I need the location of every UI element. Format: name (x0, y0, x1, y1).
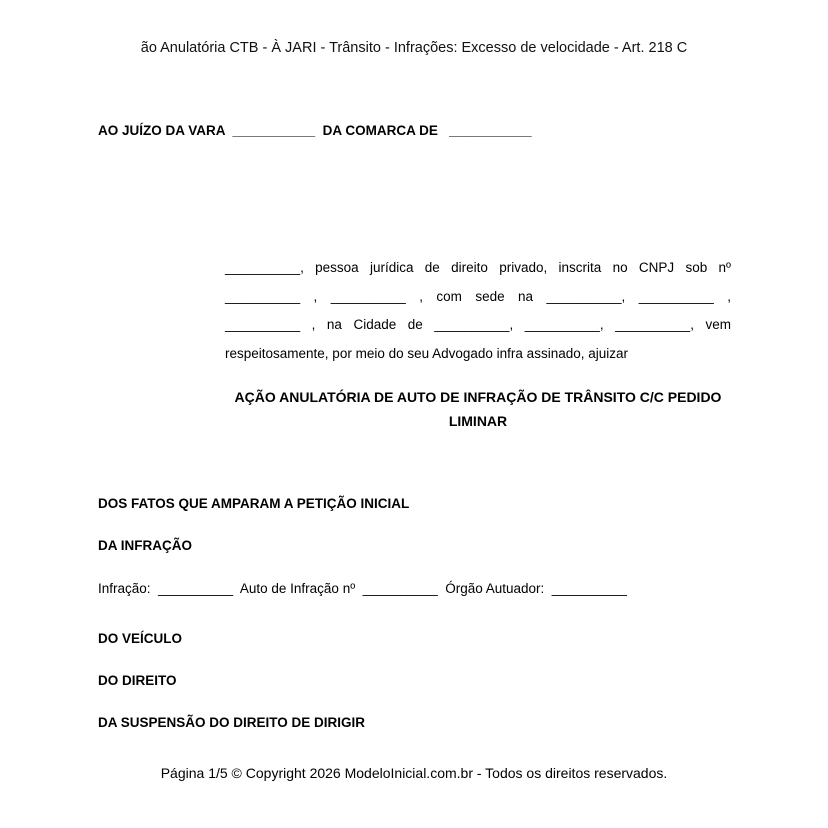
section-heading-do-veiculo: DO VEÍCULO (98, 631, 183, 646)
qualification-line-1: __________, pessoa jurídica de direito privado, inscrita no CNPJ sob nº (225, 260, 731, 275)
document-title-header (91, 38, 737, 58)
page-footer-copyright: Página 1/5 © Copyright 2026 ModeloInicial.com.br - Todos os direitos reservados. (160, 765, 668, 781)
infraction-detail-line: Infração: __________ Auto de Infração nº __________ Órgão Autuador: __________ (98, 581, 627, 596)
qualification-line-3: __________ , na Cidade de __________, __________, __________, vem (225, 317, 731, 332)
qualification-line-4: respeitosamente, por meio do seu Advogado infra assinado, ajuizar (225, 345, 628, 361)
section-heading-da-infracao: DA INFRAÇÃO (98, 538, 192, 553)
document-title-text: ão Anulatória CTB - À JARI - Trânsito - Infrações: Excesso de velocidade - Art. 218 C (140, 40, 688, 56)
qualification-paragraph (225, 254, 731, 368)
section-heading-dos-fatos: DOS FATOS QUE AMPARAM A PETIÇÃO INICIAL (98, 496, 410, 511)
section-heading-da-suspensao: DA SUSPENSÃO DO DIREITO DE DIRIGIR (98, 715, 366, 730)
court-addressing-line: AO JUÍZO DA VARA ___________ DA COMARCA DE ___________ (98, 123, 532, 138)
action-title: AÇÃO ANULATÓRIA DE AUTO DE INFRAÇÃO DE TRÂNSITO C/C PEDIDO LIMINAR (234, 389, 722, 429)
qualification-line-2: __________ , __________ , com sede na __________, __________ , (225, 288, 731, 304)
section-heading-do-direito: DO DIREITO (98, 673, 177, 688)
